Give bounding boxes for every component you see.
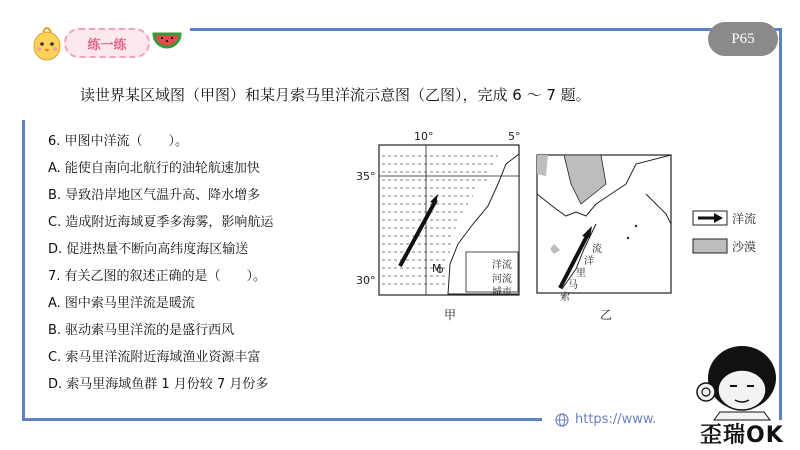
url-text: https://www. bbox=[575, 412, 657, 427]
page-reference-text: P65 bbox=[731, 30, 755, 47]
question-6-option-d: D. 促进热量不断向高纬度海区输送 bbox=[48, 242, 249, 257]
map-yi-current-char-3: 里 bbox=[576, 268, 586, 279]
question-6-option-c: C. 造成附近海域夏季多海雾，影响航运 bbox=[48, 215, 274, 230]
arrow-icon bbox=[692, 210, 728, 226]
chick-mascot-icon bbox=[30, 22, 64, 62]
map-yi-current-char-1: 流 bbox=[592, 244, 602, 255]
map-yi bbox=[536, 154, 672, 294]
map-yi-current-char-2: 洋 bbox=[584, 256, 594, 267]
question-7-option-c: C. 索马里洋流附近海域渔业资源丰富 bbox=[48, 350, 261, 365]
maps-figure bbox=[340, 128, 780, 328]
map-yi-caption: 乙 bbox=[600, 308, 613, 322]
gray-box-icon bbox=[692, 238, 728, 254]
map-jia-lat-30: 30° bbox=[356, 274, 376, 287]
question-7-option-d: D. 索马里海域鱼群 1 月份较 7 月份多 bbox=[48, 377, 269, 392]
frame-top-line bbox=[190, 28, 782, 31]
frame-left-line bbox=[22, 120, 25, 420]
meme-caption: 歪瑞OK bbox=[700, 423, 784, 448]
question-intro: 读世界某区域图（甲图）和某月索马里洋流示意图（乙图），完成 6 ～ 7 题。 bbox=[80, 86, 591, 104]
question-7-option-a: A. 图中索马里洋流是暖流 bbox=[48, 296, 195, 311]
url-footer[interactable] bbox=[555, 412, 656, 427]
map-jia-legend-city: 城市 bbox=[492, 287, 512, 298]
page-reference-badge bbox=[708, 22, 778, 56]
map-jia-lat-35: 35° bbox=[356, 170, 376, 183]
map-yi-current-char-5: 索 bbox=[560, 292, 570, 303]
watermelon-icon bbox=[152, 28, 182, 54]
question-6-option-b: B. 导致沿岸地区气温升高、降水增多 bbox=[48, 188, 261, 203]
map-jia-legend-river: 河流 bbox=[492, 274, 512, 285]
practice-badge bbox=[64, 28, 150, 58]
map-jia-caption: 甲 bbox=[444, 308, 457, 322]
map-jia-lon-10: 10° bbox=[414, 130, 434, 143]
map-jia-lon-5: 5° bbox=[508, 130, 521, 143]
practice-badge-label: 练一练 bbox=[87, 37, 127, 53]
map-jia-legend-current: 洋流 bbox=[492, 260, 512, 271]
frame-bottom-line bbox=[22, 418, 542, 421]
globe-icon bbox=[555, 413, 569, 427]
legend-current-label: 洋流 bbox=[732, 212, 757, 226]
question-6-option-a: A. 能使自南向北航行的油轮航速加快 bbox=[48, 161, 260, 176]
question-7-stem: 7. 有关乙图的叙述正确的是（ ）。 bbox=[48, 269, 267, 284]
legend-desert-label: 沙漠 bbox=[732, 240, 757, 254]
question-6-stem: 6. 甲图中洋流（ ）。 bbox=[48, 134, 189, 149]
question-7-option-b: B. 驱动索马里洋流的是盛行西风 bbox=[48, 323, 235, 338]
map-yi-current-char-4: 马 bbox=[568, 280, 578, 291]
map-jia-point-m: M bbox=[432, 262, 442, 275]
